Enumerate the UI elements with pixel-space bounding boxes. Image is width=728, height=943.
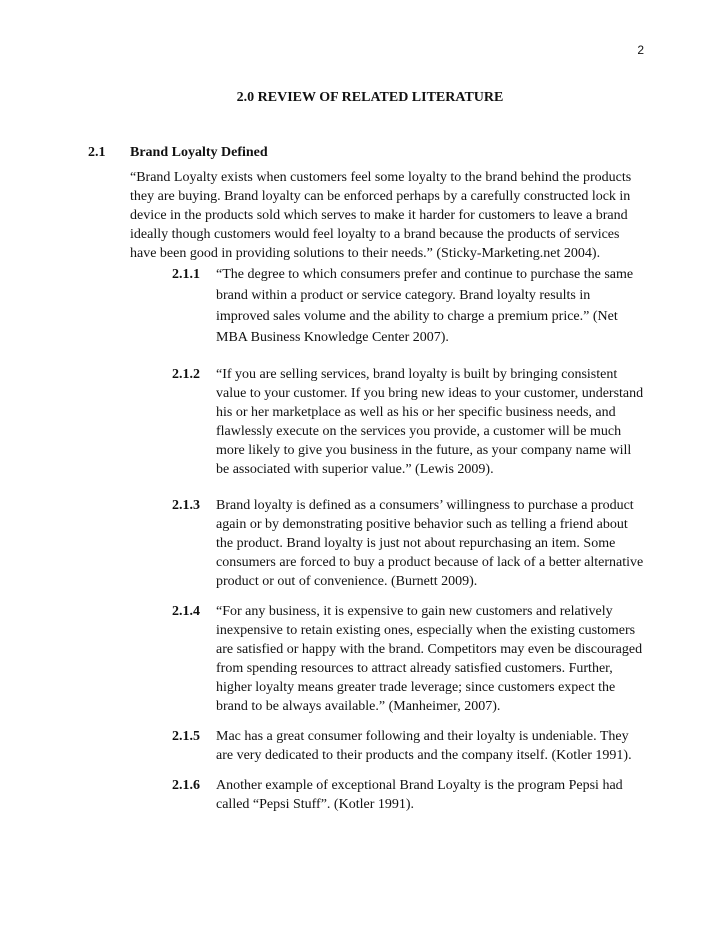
subsection-number: 2.1.2	[172, 367, 200, 382]
subsection-number: 2.1.1	[172, 267, 200, 282]
subsection-number: 2.1.5	[172, 729, 200, 744]
section-heading	[88, 145, 648, 161]
subsection-text: Another example of exceptional Brand Loyalty is the program Pepsi had called “Pepsi Stuff”. (Kotler 1991).	[216, 778, 623, 812]
subsection-text: “If you are selling services, brand loyalty is built by bringing consistent value to your customer. If you bring new ideas to your customer, understand his or her marketplace as well as his or her specific business needs, and flawlessly execute on the services you provide, a customer will be much more likely to give you business in the future, as your company name will be associated with superior value.” (Lewis 2009).	[216, 367, 644, 477]
subsection-item	[172, 496, 652, 591]
subsection-item	[172, 602, 652, 716]
subsection-text: “For any business, it is expensive to gain new customers and relatively inexpensive to retain existing ones, especially when the existing customers are satisfied or happy with the brand. Competitors may even be discouraged from spending resources to attract already satisfied customers. Further, higher loyalty means greater trade leverage; since customers expect the brand to be always available.” (Manheimer, 2007).	[216, 604, 643, 714]
subsection-number: 2.1.6	[172, 778, 200, 793]
subsection-text: “The degree to which consumers prefer and continue to purchase the same brand within a product or service category. Brand loyalty results in improved sales volume and the ability to charge a premium price.” (Net MBA Business Knowledge Center 2007).	[216, 267, 634, 345]
section-intro-paragraph: “Brand Loyalty exists when customers feel some loyalty to the brand behind the products they are buying. Brand loyalty can be enforced perhaps by a carefully constructed lock in device in the products sold which serves to make it harder for customers to leave a brand ideally though customers would feel loyalty to a brand because the products of services have been good in providing solutions to their needs.” (Sticky-Marketing.net 2004).	[130, 170, 632, 261]
section-title: Brand Loyalty Defined	[130, 145, 268, 160]
subsection-text: Mac has a great consumer following and their loyalty is undeniable. They are very dedicated to their products and the company itself. (Kotler 1991).	[216, 729, 632, 763]
subsection-text: Brand loyalty is defined as a consumers’ willingness to purchase a product again or by demonstrating positive behavior such as telling a friend about the product. Brand loyalty is just not about repurchasing an item. Some consumers are forced to buy a product because of lack of a better alternative product or out of convenience. (Burnett 2009).	[216, 498, 644, 589]
subsection-item	[172, 365, 652, 479]
page-number: 2	[637, 43, 644, 57]
section-number: 2.1	[88, 145, 106, 160]
subsection-number: 2.1.4	[172, 604, 200, 619]
subsection-number: 2.1.3	[172, 498, 200, 513]
subsection-item	[172, 727, 652, 765]
chapter-title: 2.0 REVIEW OF RELATED LITERATURE	[236, 90, 504, 105]
subsection-item	[172, 776, 652, 814]
subsection-list	[172, 264, 652, 831]
subsection-item	[172, 264, 652, 348]
